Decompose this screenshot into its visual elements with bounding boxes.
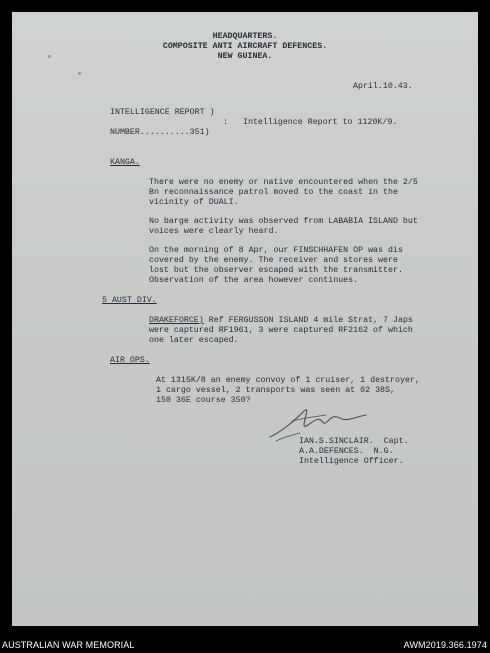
signature-line-3: Intelligence Officer. bbox=[299, 457, 404, 466]
header-line-3: NEW GUINEA. bbox=[217, 52, 273, 61]
drakeforce-text bbox=[149, 316, 413, 346]
report-label-line-2: NUMBER..........351) bbox=[110, 128, 210, 137]
report-label-line-1: INTELLIGENCE REPORT ) bbox=[110, 108, 215, 117]
kanga-paragraph-2: No barge activity was observed from LABABIA ISLAND but voices were clearly heard. bbox=[149, 217, 418, 236]
section-heading-air-ops: AIR OPS. bbox=[110, 356, 150, 365]
section-heading-kanga: KANGA. bbox=[110, 158, 140, 167]
report-subject: Intelligence Report to 1120K/9. bbox=[243, 118, 398, 127]
section-heading-aust-div: 5 AUST DIV. bbox=[102, 296, 157, 305]
drakeforce-label: DRAKEFORCE) bbox=[149, 316, 204, 325]
kanga-paragraph-1: There were no enemy or native encountered when the 2/5 Bn reconnaissance patrol moved to the coast in the vicinity of DUALI. bbox=[149, 178, 418, 207]
document-page bbox=[12, 12, 478, 626]
document-date: April.10.43. bbox=[353, 82, 413, 91]
report-colon: : bbox=[223, 118, 228, 127]
paper-speck bbox=[78, 72, 81, 75]
header-line-2: COMPOSITE ANTI AIRCRAFT DEFENCES. bbox=[162, 42, 328, 51]
signature-line-2: A.A.DEFENCES. N.G. bbox=[299, 447, 394, 456]
footer-institution: AUSTRALIAN WAR MEMORIAL bbox=[2, 640, 135, 650]
drakeforce-body: Ref FERGUSSON ISLAND 4 mile Strat, 7 Japs were captured RF1961, 3 were captured RF2162 of which one later escaped. bbox=[149, 316, 413, 345]
signature-line-1: IAN.S.SINCLAIR. Capt. bbox=[299, 437, 409, 446]
air-ops-text: At 1315K/8 an enemy convoy of 1 cruiser, 1 destroyer, 1 cargo vessel, 2 transports was seen at 02 38S, 150 36E course 350? bbox=[156, 376, 420, 405]
header-line-1: HEADQUARTERS. bbox=[212, 32, 278, 41]
kanga-paragraph-3: On the morning of 8 Apr, our FINSCHHAFEN OP was dis covered by the enemy. The receiver and stores were lost but the observer escaped with the transmitter. Observation of the area however continues. bbox=[149, 246, 403, 285]
footer-accession-number: AWM2019.366.1974 bbox=[403, 640, 487, 650]
